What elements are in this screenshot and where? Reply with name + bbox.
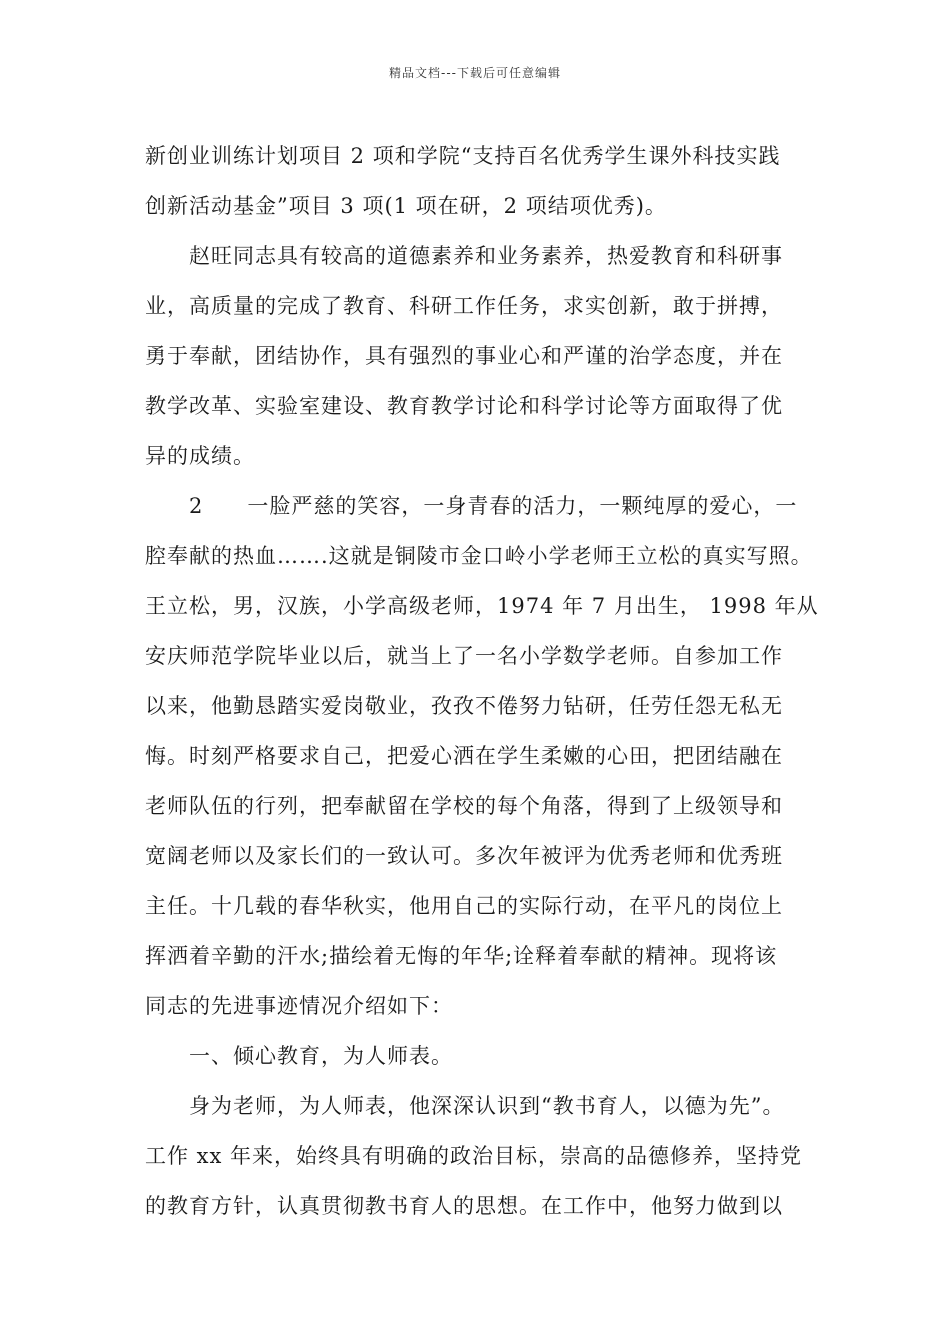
text-line: 以来，他勤恳踏实爱岗敬业，孜孜不倦努力钻研，任劳任怨无私无 <box>145 694 783 718</box>
text-line: 腔奉献的热血…….这就是铜陵市金口岭小学老师王立松的真实写照。 <box>145 544 813 568</box>
text-line: 同志的先进事迹情况介绍如下： <box>145 994 453 1018</box>
text-line: 2 一脸严慈的笑容，一身青春的活力，一颗纯厚的爱心，一 <box>145 494 798 518</box>
document-body <box>145 131 820 1231</box>
text-line: 业，高质量的完成了教育、科研工作任务，求实创新，敢于拼搏， <box>145 294 783 318</box>
text-line: 安庆师范学院毕业以后，就当上了一名小学数学老师。自参加工作 <box>145 644 783 668</box>
text-line: 新创业训练计划项目 2 项和学院“支持百名优秀学生课外科技实践 <box>145 144 781 168</box>
text-line: 勇于奉献，团结协作，具有强烈的事业心和严谨的治学态度，并在 <box>145 344 783 368</box>
text-line: 身为老师，为人师表，他深深认识到“教书育人，以德为先”。 <box>145 1094 785 1118</box>
text-line: 异的成绩。 <box>145 444 255 468</box>
text-line: 悔。时刻严格要求自己，把爱心洒在学生柔嫩的心田，把团结融在 <box>145 744 783 768</box>
text-line: 宽阔老师以及家长们的一致认可。多次年被评为优秀老师和优秀班 <box>145 844 783 868</box>
text-line: 挥洒着辛勤的汗水;描绘着无悔的年华;诠释着奉献的精神。现将该 <box>145 944 778 968</box>
text-line: 创新活动基金”项目 3 项(1 项在研，2 项结项优秀)。 <box>145 194 667 218</box>
text-line: 教学改革、实验室建设、教育教学讨论和科学讨论等方面取得了优 <box>145 394 783 418</box>
text-line: 老师队伍的行列，把奉献留在学校的每个角落，得到了上级领导和 <box>145 794 783 818</box>
text-line: 工作 xx 年来，始终具有明确的政治目标，崇高的品德修养，坚持党 <box>145 1144 803 1168</box>
text-line: 赵旺同志具有较高的道德素养和业务素养，热爱教育和科研事 <box>145 244 783 268</box>
page-header: 精品文档---下载后可任意编辑 <box>389 66 561 80</box>
text-line: 的教育方针，认真贯彻教书育人的思想。在工作中，他努力做到以 <box>145 1194 783 1218</box>
text-line: 主任。十几载的春华秋实，他用自己的实际行动，在平凡的岗位上 <box>145 894 783 918</box>
text-line: 一、倾心教育，为人师表。 <box>145 1044 453 1068</box>
text-line: 王立松，男，汉族，小学高级老师，1974 年 7 月出生， 1998 年从 <box>145 594 819 618</box>
